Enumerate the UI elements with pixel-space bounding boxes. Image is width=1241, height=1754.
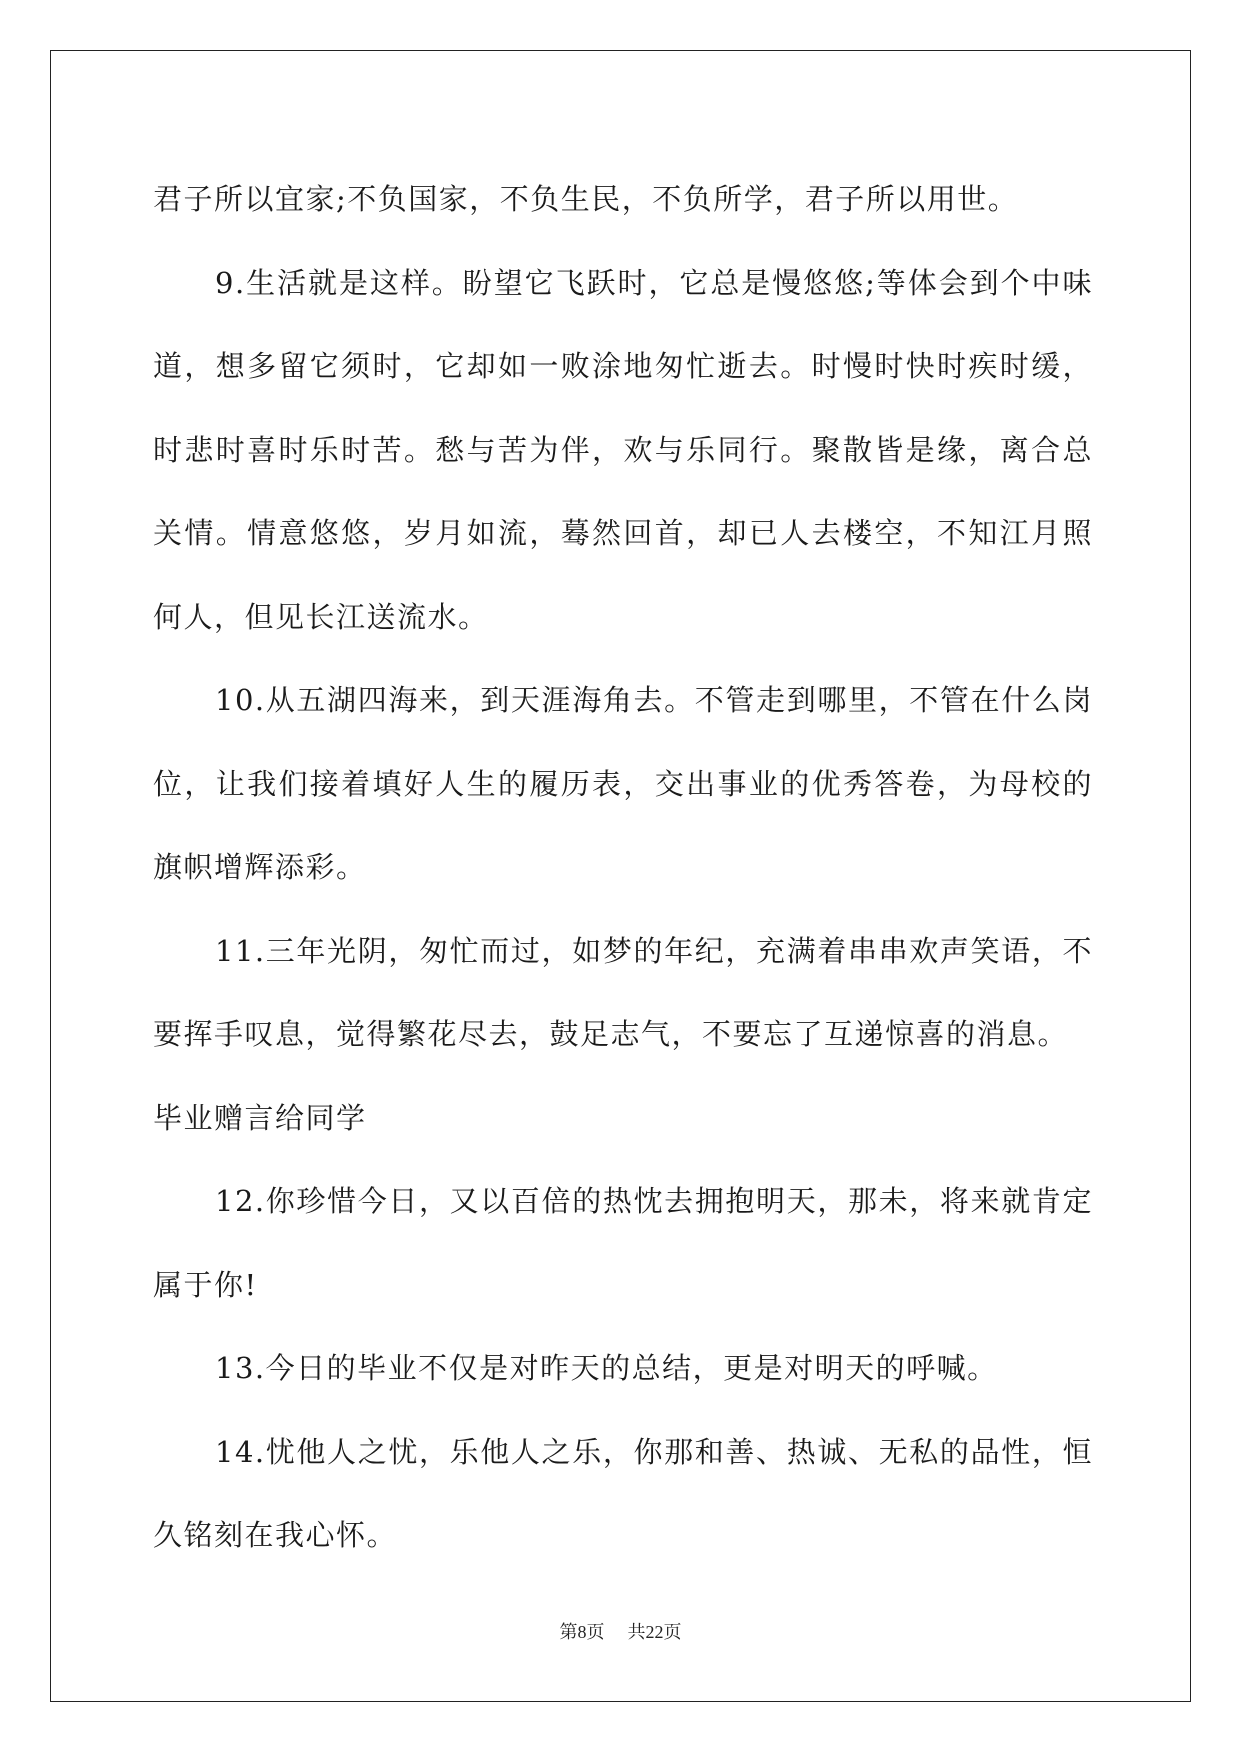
section-heading: 毕业赠言给同学 [153, 1100, 367, 1135]
total-pages: 22 [645, 1622, 664, 1642]
paragraph-continuation: 君子所以宜家;不负国家，不负生民，不负所学，君子所以用世。 [153, 182, 1019, 216]
paragraph-item-14: 14.忧他人之忧，乐他人之乐，你那和善、热诚、无私的品性，恒久铭刻在我心怀。 [153, 1434, 1093, 1552]
paragraph-item-12: 12.你珍惜今日，又以百倍的热忱去拥抱明天，那未，将来就肯定属于你! [153, 1184, 1093, 1302]
paragraph-item-9: 9.生活就是这样。盼望它飞跃时，它总是慢悠悠;等体会到个中味道，想多留它须时，它却如一败涂地匆忙逝去。时慢时快时疾时缓，时悲时喜时乐时苦。愁与苦为伴，欢与乐同行。聚散皆是缘，离合总关情。情意悠悠，岁月如流，蓦然回首，却已人去楼空，不知江月照何人，但见长江送流水。 [153, 265, 1093, 634]
paragraph-item-11: 11.三年光阴，匆忙而过，如梦的年纪，充满着串串欢声笑语，不要挥手叹息，觉得繁花尽去，鼓足志气，不要忘了互递惊喜的消息。 [153, 933, 1093, 1051]
page-footer [0, 1620, 1241, 1645]
paragraph-item-10: 10.从五湖四海来，到天涯海角去。不管走到哪里，不管在什么岗位，让我们接着填好人生的履历表，交出事业的优秀答卷，为母校的旗帜增辉添彩。 [153, 683, 1093, 884]
total-suffix: 页 [663, 1622, 682, 1643]
document-body [153, 158, 1093, 1578]
total-prefix: 共 [627, 1622, 646, 1643]
paragraph-item-13: 13.今日的毕业不仅是对昨天的总结，更是对明天的呼喊。 [215, 1351, 998, 1385]
page-prefix: 第 [559, 1622, 578, 1643]
page-suffix: 页 [586, 1622, 605, 1643]
page-number: 8 [577, 1622, 587, 1642]
